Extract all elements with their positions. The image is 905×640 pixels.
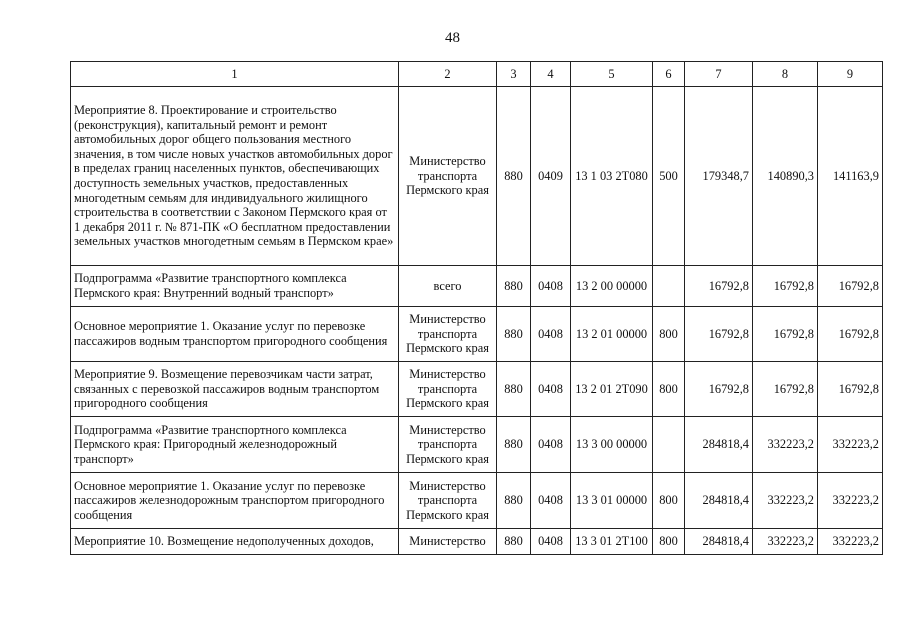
cell-col7: 179348,7 — [685, 87, 753, 266]
row-agency: Министерство транспорта Пермского края — [399, 417, 497, 473]
row-agency: Министерство транспорта Пермского края — [399, 362, 497, 417]
column-header: 5 — [571, 62, 653, 87]
cell-col6 — [653, 266, 685, 307]
cell-col8: 140890,3 — [753, 87, 818, 266]
cell-col9: 332223,2 — [818, 417, 883, 473]
column-header: 3 — [497, 62, 531, 87]
cell-col6: 800 — [653, 307, 685, 362]
column-header: 1 — [71, 62, 399, 87]
row-description: Подпрограмма «Развитие транспортного комплекса Пермского края: Пригородный железнодорожный транспорт» — [71, 417, 399, 473]
cell-col8: 332223,2 — [753, 417, 818, 473]
cell-col5: 13 2 01 00000 — [571, 307, 653, 362]
cell-col4: 0408 — [531, 529, 571, 555]
cell-col3: 880 — [497, 529, 531, 555]
cell-col5: 13 3 00 00000 — [571, 417, 653, 473]
table-row — [71, 266, 883, 307]
row-description: Основное мероприятие 1. Оказание услуг по перевозке пассажиров водным транспортом пригородного сообщения — [71, 307, 399, 362]
cell-col4: 0408 — [531, 307, 571, 362]
column-header: 2 — [399, 62, 497, 87]
cell-col3: 880 — [497, 307, 531, 362]
cell-col7: 16792,8 — [685, 307, 753, 362]
row-agency: Министерство транспорта Пермского края — [399, 307, 497, 362]
cell-col5: 13 3 01 00000 — [571, 473, 653, 529]
cell-col8: 16792,8 — [753, 266, 818, 307]
cell-col4: 0408 — [531, 362, 571, 417]
column-header: 9 — [818, 62, 883, 87]
cell-col7: 284818,4 — [685, 529, 753, 555]
table-row — [71, 87, 883, 266]
cell-col7: 16792,8 — [685, 266, 753, 307]
row-description: Мероприятие 9. Возмещение перевозчикам части затрат, связанных с перевозкой пассажиров водным транспортом пригородного сообщения — [71, 362, 399, 417]
cell-col9: 16792,8 — [818, 266, 883, 307]
column-header: 8 — [753, 62, 818, 87]
cell-col9: 332223,2 — [818, 473, 883, 529]
row-description: Подпрограмма «Развитие транспортного комплекса Пермского края: Внутренний водный транспорт» — [71, 266, 399, 307]
cell-col9: 332223,2 — [818, 529, 883, 555]
cell-col3: 880 — [497, 266, 531, 307]
row-agency: Министерство — [399, 529, 497, 555]
cell-col5: 13 1 03 2Т080 — [571, 87, 653, 266]
table-row — [71, 473, 883, 529]
row-agency: Министерство транспорта Пермского края — [399, 473, 497, 529]
cell-col6 — [653, 417, 685, 473]
cell-col9: 16792,8 — [818, 362, 883, 417]
cell-col8: 16792,8 — [753, 362, 818, 417]
table-row — [71, 529, 883, 555]
cell-col6: 800 — [653, 529, 685, 555]
column-header: 7 — [685, 62, 753, 87]
row-description: Основное мероприятие 1. Оказание услуг по перевозке пассажиров железнодорожным транспортом пригородного сообщения — [71, 473, 399, 529]
row-description: Мероприятие 8. Проектирование и строительство (реконструкция), капитальный ремонт и ремонт автомобильных дорог общего пользования местного значения, в том числе новых участков автомобильных дорог в пределах границ населенных пунктов, обеспечивающих доступность земельных участков, предоставленных многодетным семьям для индивидуального жилищного строительства в соответствии с Законом Пермского края от 1 декабря 2011 г. № 871-ПК «О бесплатном предоставлении земельных участков многодетным семьям в Пермском крае» — [71, 87, 399, 266]
cell-col7: 284818,4 — [685, 417, 753, 473]
page-number: 48 — [445, 30, 460, 46]
column-header: 6 — [653, 62, 685, 87]
table-row — [71, 417, 883, 473]
cell-col6: 800 — [653, 362, 685, 417]
cell-col6: 800 — [653, 473, 685, 529]
cell-col3: 880 — [497, 87, 531, 266]
cell-col8: 16792,8 — [753, 307, 818, 362]
row-description: Мероприятие 10. Возмещение недополученных доходов, — [71, 529, 399, 555]
cell-col7: 16792,8 — [685, 362, 753, 417]
table-row — [71, 307, 883, 362]
cell-col3: 880 — [497, 417, 531, 473]
budget-table — [70, 61, 883, 555]
cell-col8: 332223,2 — [753, 529, 818, 555]
cell-col9: 16792,8 — [818, 307, 883, 362]
cell-col5: 13 3 01 2Т100 — [571, 529, 653, 555]
cell-col5: 13 2 00 00000 — [571, 266, 653, 307]
table-row — [71, 362, 883, 417]
table-header-row — [71, 62, 883, 87]
column-header: 4 — [531, 62, 571, 87]
cell-col8: 332223,2 — [753, 473, 818, 529]
cell-col4: 0408 — [531, 473, 571, 529]
cell-col6: 500 — [653, 87, 685, 266]
cell-col4: 0408 — [531, 417, 571, 473]
cell-col3: 880 — [497, 362, 531, 417]
cell-col4: 0408 — [531, 266, 571, 307]
cell-col9: 141163,9 — [818, 87, 883, 266]
row-agency: Министерство транспорта Пермского края — [399, 87, 497, 266]
cell-col3: 880 — [497, 473, 531, 529]
cell-col4: 0409 — [531, 87, 571, 266]
cell-col5: 13 2 01 2Т090 — [571, 362, 653, 417]
row-agency: всего — [399, 266, 497, 307]
cell-col7: 284818,4 — [685, 473, 753, 529]
